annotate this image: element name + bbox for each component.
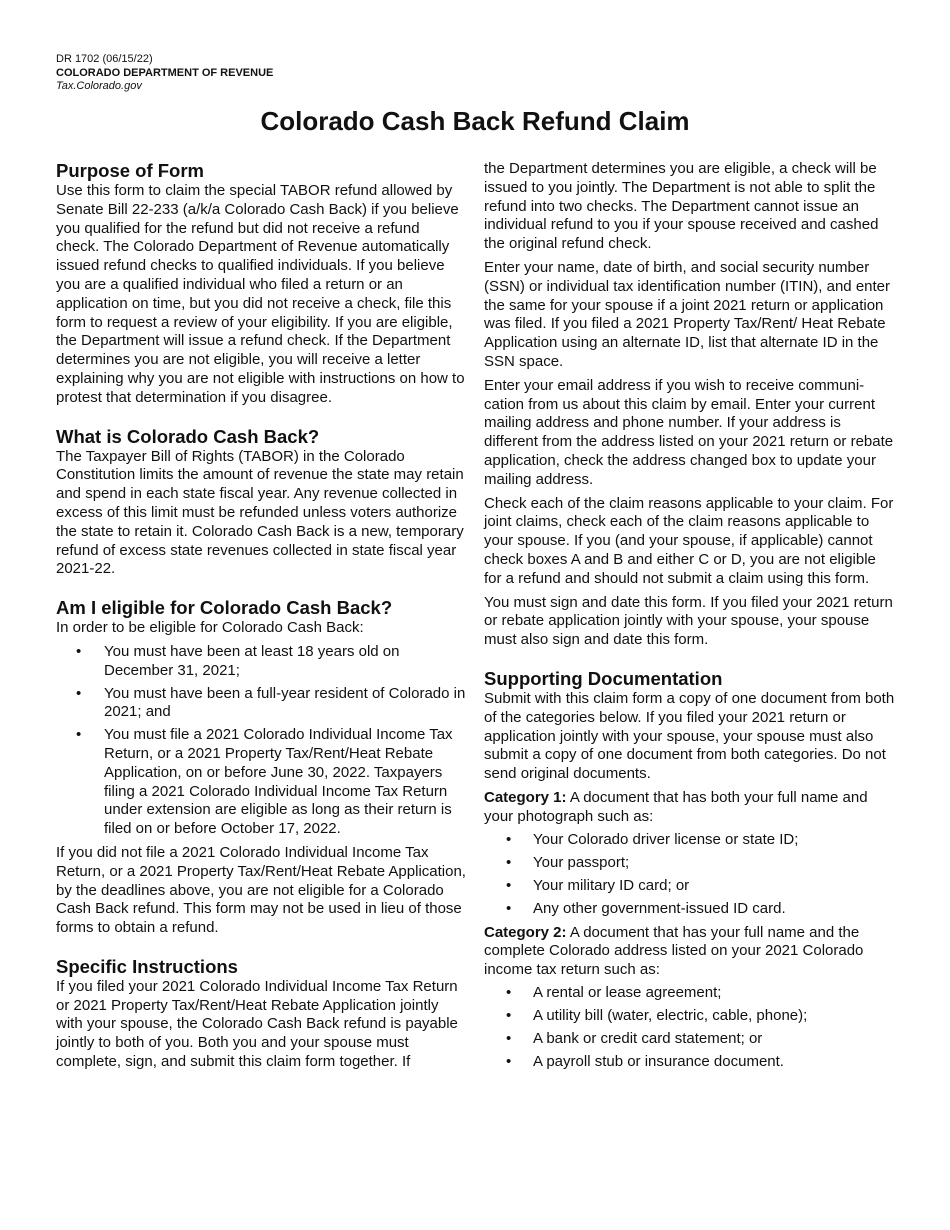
supporting-documentation-section [484,668,896,1072]
eligibility-outro: If you did not file a 2021 Colorado Individual Income Tax Return, or a 2021 Property Tax/Rent/Heat Rebate Application, by the deadlines above, you are not eligible for a Colorado Cash Back refund. This form may not be used in lieu of those forms to obtain a refund. [56,843,466,937]
list-item: • Your military ID card; or [484,877,896,896]
specific-instructions-p1-continued: the Department determines you are eligible, a check will be issued to you jointly. The Department is not able to split the refund into two checks. The Department cannot issue an individual refund to you if your spouse received and cashed the original refund check. [484,160,879,253]
list-item: • You must file a 2021 Colorado Individual Income Tax Return, or a 2021 Property Tax/Rent/Heat Rebate Application, on or before June 30, 2022. Taxpayers filing a 2021 Colorado Individual Income Tax Return under extension are eligible as long as their return is filed on or before October 17, 2022. [56,726,466,839]
left-column [56,160,466,1072]
category-2-label: Category 2: [484,923,567,941]
right-column [484,160,896,1077]
specific-instructions-p3: Enter your email address if you wish to receive communication from us about this claim by email. Enter your current mailing address and phone number. If your address is different from the address listed on your 2021 return or rebate application, check the address changed box to update your mailing address. [484,376,894,488]
specific-instructions-heading: Specific Instructions [56,955,238,977]
eligibility-intro: In order to be eligible for Colorado Cash Back: [56,619,364,637]
eligibility-list [56,643,466,839]
department-website: Tax.Colorado.gov [56,80,142,92]
what-is-heading: What is Colorado Cash Back? [56,425,320,447]
specific-instructions-p1: If you filed your 2021 Colorado Individual Income Tax Return or 2021 Property Tax/Rent/Heat Rebate Application jointly with your spouse, the Colorado Cash Back refund is payable jointly to both of you. Both you and your spouse must complete, sign, and submit this claim form together. If [56,977,458,1071]
page-title: Colorado Cash Back Refund Claim [260,106,690,136]
specific-instructions-p2: Enter your name, date of birth, and social security number (SSN) or individual tax identification number (ITIN), and enter the same for your spouse if a joint 2021 return or application was filed. If you filed a 2021 Property Tax/Rent/ Heat Rebate Application using an alternate ID, list that alternate ID in the SSN space. [484,258,891,370]
category-1-label: Category 1: [484,788,567,806]
form-id: DR 1702 (06/15/22) [56,53,153,65]
category-2-description [484,924,896,980]
specific-instructions-p4: Check each of the claim reasons applicable to your claim. For joint claims, check each of the claim reasons applicable to your spouse. If you (and your spouse, if applicable) cannot check boxes A and B and either C or D, you are not eligible for a refund and should not submit a claim using this form. [484,494,894,587]
list-item: • A bank or credit card statement; or [484,1030,896,1049]
supporting-documentation-intro: Submit with this claim form a copy of one document from both of the categories below. If you filed your 2021 return or application jointly with your spouse, your spouse must also submit a copy of one document from both categories. Do not send original documents. [484,689,895,783]
eligibility-heading: Am I eligible for Colorado Cash Back? [56,597,393,619]
list-item: • You must have been a full-year resident of Colorado in 2021; and [56,685,466,723]
category-1-text: A document that has both your full name and your photograph such as: [484,788,868,825]
list-item: • Any other government-issued ID card. [484,900,896,919]
list-item: • A utility bill (water, electric, cable, phone); [484,1007,896,1026]
what-is-section [56,426,466,580]
list-item: • Your passport; [484,854,896,873]
list-item: • You must have been at least 18 years old on December 31, 2021; [56,643,466,681]
eligibility-section [56,597,466,938]
category-2-text: A document that has your full name and the complete Colorado address listed on your 2021 Colorado income tax return such as: [484,923,864,979]
specific-instructions-section [56,956,466,1072]
specific-instructions-p5: You must sign and date this form. If you filed your 2021 return or rebate application jointly with your spouse, your spouse must also sign and date this form. [484,593,893,649]
category-2-list [484,984,896,1072]
category-1-list [484,831,896,919]
purpose-section [56,160,466,408]
form-header [56,53,273,94]
list-item: • Your Colorado driver license or state ID; [484,831,896,850]
list-item: • A payroll stub or insurance document. [484,1053,896,1072]
purpose-heading: Purpose of Form [56,160,205,181]
department-name: COLORADO DEPARTMENT OF REVENUE [56,66,274,79]
what-is-body: The Taxpayer Bill of Rights (TABOR) in the Colorado Constitution limits the amount of revenue the state may retain and spend in each state fiscal year. Any revenue collected in excess of this limit must be refunded unless voters authorize the state to retain it. Colorado Cash Back is a new, temporary refund of excess state revenues collected in state fiscal year 2021-22. [56,447,464,578]
list-item: • A rental or lease agreement; [484,984,896,1003]
category-1-description [484,789,896,827]
purpose-body: Use this form to claim the special TABOR refund allowed by Senate Bill 22-233 (a/k/a Colorado Cash Back) if you believe you qualified for the refund but did not receive a refund check. The Colorado Department of Revenue automatically issued refund checks to qualified individuals. If you believe you are a qualified individual who filed a return or an application on time, but you did not receive a check, file this form to request a review of your eligibility. If you are eligible, the Department will issue a refund check. If the Department determines you are not eligible, you will receive a letter explaining why you are not eligible with instructions on how to protest that determination if you disagree. [56,182,465,406]
supporting-documentation-heading: Supporting Documentation [484,667,723,689]
